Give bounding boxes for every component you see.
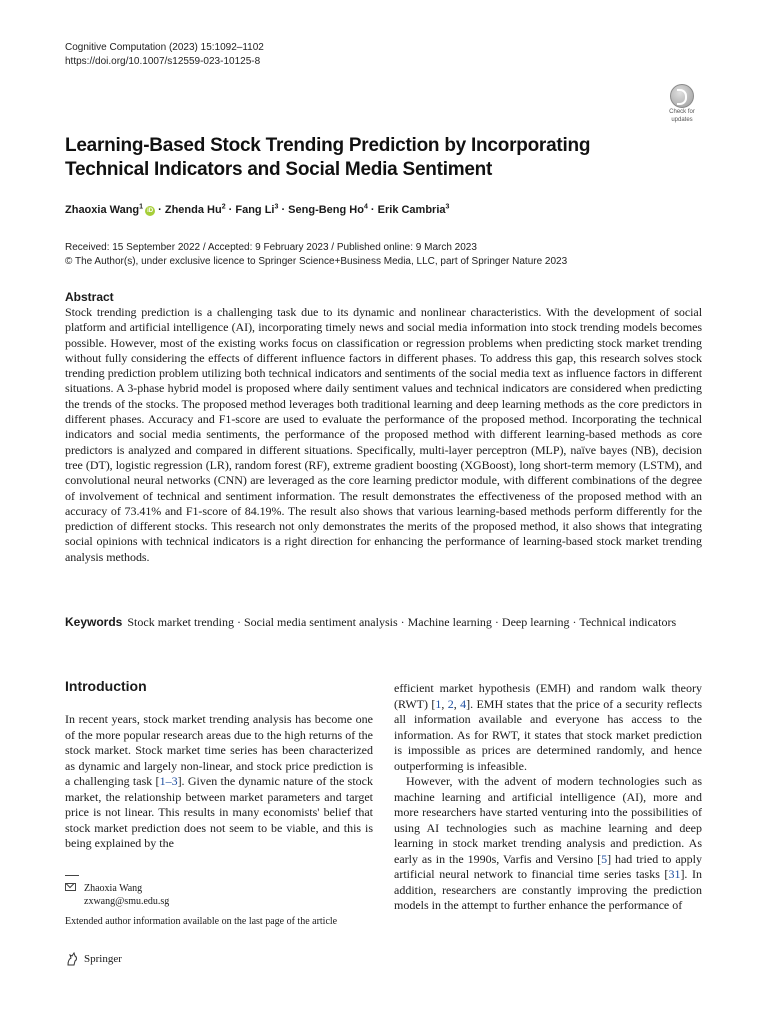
check-updates-line2: updates <box>671 116 693 123</box>
envelope-icon <box>65 883 76 891</box>
correspondence-name: Zhaoxia Wang <box>84 883 143 894</box>
check-updates-icon <box>670 84 694 108</box>
author-name[interactable]: Erik Cambria <box>377 204 446 216</box>
publication-dates <box>65 241 567 269</box>
citation-link[interactable]: 2 <box>447 696 454 711</box>
author-affiliation: 3 <box>445 203 450 211</box>
abstract-heading: Abstract <box>65 290 114 304</box>
citation-link[interactable]: 1–3 <box>159 774 178 788</box>
text-run: ]. In addition, researchers are constantly improving the prediction models in the attempt to further enhance the performance of <box>394 867 702 912</box>
journal-info <box>65 41 264 69</box>
author-affiliation: 2 <box>221 203 226 211</box>
extended-author-info: Extended author information available on the last page of the article <box>65 916 338 927</box>
author-affiliation: 3 <box>274 203 279 211</box>
citation-link[interactable]: 1 <box>435 696 442 711</box>
author-name[interactable]: Seng-Beng Ho <box>288 204 364 216</box>
publisher-name: Springer <box>84 953 122 965</box>
author-list: Zhaoxia Wang$^1$iD · Zhenda $Hu^2$ · Fang $Li^3$ · Seng-Beng $Ho^4$ · Erik Cambria$^3$ <box>65 203 450 216</box>
text-run: ]. EMH states that the price of a security reflects all information available and everyone has access to the information. As for RWT, it states that stock market prediction is impossible as prices are determined randomly, and hence outperforming is infeasible. <box>394 696 703 773</box>
check-updates-line1: Check for <box>669 109 695 115</box>
intro-left-column <box>65 712 373 852</box>
text-run: In recent years, stock market trending analysis has become one of the more popular research areas due to the high returns of the stock market. Stock market time series has been characterized as dynamic and largely non-linear, and stock price prediction is a challenging task [ <box>65 712 373 788</box>
author-name[interactable]: Zhenda Hu <box>164 204 222 216</box>
intro-paragraph <box>65 712 373 852</box>
text-run: ] had tried to apply artificial neural network to financial time series tasks [ <box>394 851 702 881</box>
orcid-icon[interactable]: iD <box>147 208 154 214</box>
intro-paragraph <box>394 774 702 914</box>
intro-paragraph <box>394 681 702 774</box>
paper-title: Learning-Based Stock Trending Prediction by Incorporating Technical Indicators and Social Media Sentiment <box>65 135 591 180</box>
copyright-line: © The Author(s), under exclusive licence to Springer Science+Business Media, LLC, part of Springer Nature 2023 <box>65 256 568 267</box>
text-run: ]. Given the dynamic nature of the stock market, the relationship between market parameters and target price is not linear. This results in many economists' belief that stock market prediction does not seem to be viable, and this is being explained by the <box>65 774 373 850</box>
check-for-updates-badge[interactable] <box>663 84 701 122</box>
text-run: , <box>441 696 448 711</box>
keywords <box>65 614 702 630</box>
author-affiliation: 1 <box>139 203 144 211</box>
citation-link[interactable]: 5 <box>601 851 608 866</box>
author-affiliation: 4 <box>363 203 368 211</box>
citation-link[interactable]: 31 <box>668 867 681 881</box>
correspondence-block <box>65 882 337 928</box>
abstract-text: Stock trending prediction is a challenging task due to its dynamic and nonlinear characteristics. With the development of social platform and artificial intelligence (AI), incorporating timely news and social media information into stock trending models becomes possible. However, most of the existing works focus on classification or regression problems when predicting stock market trending without fully considering the effects of different influence factors in different phases. To address this gap, this research solves stock trending prediction problem utilizing both technical indicators and sentiments of the social media text as influence factors in different situations. A 3-phase hybrid model is proposed where daily sentiment values and technical indicators are considered when predicting the trends of the stocks. The proposed method leverages both traditional learning and deep learning methods as the core predictors in different phases. Accuracy and F1-score are used to evaluate the performance of the proposed method. Incorporating the technical indicators and social media sentiments, the performance of the proposed method with different learning-based methods as core predictors is analyzed and compared in different situations. Specifically, multi-layer perceptron (MLP), naïve bayes (NB), decision tree (DT), logistic regression (LR), random forest (RF), extreme gradient boosting (XGBoost), long short-term memory (LSTM), and convolutional neural networks (CNN) are leveraged as the core learning predictor module, with different combinations of the degree of involvement of technical and sentiment information. The result demonstrates the effectiveness of the proposed method with an accuracy of 73.41% and F1-score of 84.19%. The result also shows that various learning-based methods perform differently for the prediction of different stocks. This research not only demonstrates the merits of the proposed method, it also shows that integrating social opinions with technical indicators is a right direction for enhancing the performance of learning-based stock market trending analysis methods. <box>65 305 702 564</box>
intro-right-column <box>394 681 702 914</box>
doi-link[interactable]: https://doi.org/10.1007/s12559-023-10125-8 <box>65 56 261 67</box>
text-run: efficient market hypothesis (EMH) and random walk theory (RWT) [ <box>394 681 702 711</box>
journal-citation: Cognitive Computation (2023) 15:1092–1102 <box>65 42 264 53</box>
keywords-label: Keywords <box>65 615 123 629</box>
springer-horse-icon <box>65 952 79 966</box>
keywords-text: Stock market trending · Social media sentiment analysis · Machine learning · Deep learning · Technical indicators <box>127 615 677 629</box>
introduction-heading: Introduction <box>65 678 147 694</box>
footnote-rule <box>65 875 79 876</box>
dates-line: Received: 15 September 2022 / Accepted: 9 February 2023 / Published online: 9 March 2023 <box>65 242 477 253</box>
author-name[interactable]: Fang Li <box>235 204 275 216</box>
correspondence-email[interactable]: zxwang@smu.edu.sg <box>84 896 170 907</box>
author-name[interactable]: Zhaoxia Wang <box>65 204 140 216</box>
text-run: However, with the advent of modern technologies such as machine learning and artificial intelligence (AI), more and more researchers have started venturing into the possibilities of using AI technologies such as machine learning and deep learning in stock market trending analysis and prediction. As early as in the 1990s, Varfis and Versino [ <box>394 774 702 866</box>
citation-link[interactable]: 4 <box>460 696 467 711</box>
text-run: , <box>453 696 461 711</box>
publisher-footer <box>65 952 122 966</box>
